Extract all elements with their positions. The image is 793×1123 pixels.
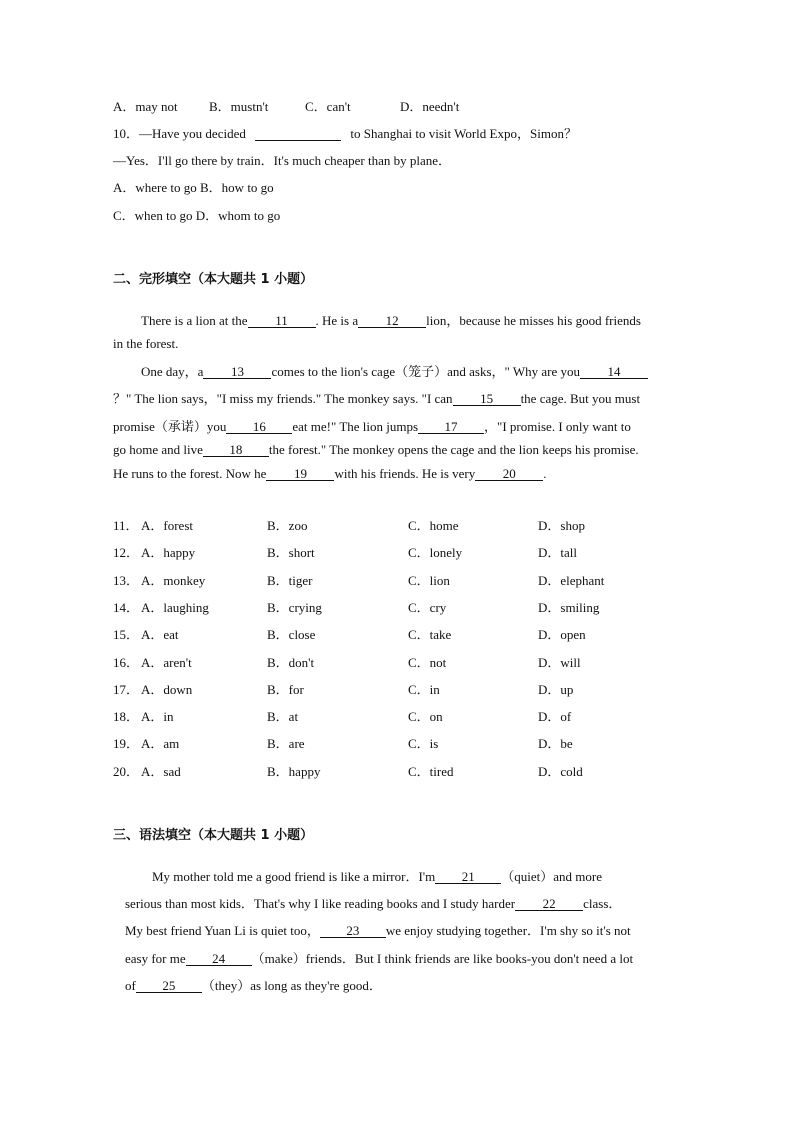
option-a[interactable]: A．forest <box>141 518 193 533</box>
q10-stem <box>113 123 577 142</box>
question-number: 14． <box>113 599 140 615</box>
question-number: 12． <box>113 545 140 561</box>
blank-12[interactable]: 12 <box>358 314 426 328</box>
passage-text: promise（承诺）you <box>113 419 227 434</box>
passage-text: （quiet）and more <box>501 869 602 884</box>
passage-text: He runs to the forest. Now he <box>113 466 267 481</box>
option-b[interactable]: B．tiger <box>267 572 313 588</box>
passage-text: go home and live <box>113 442 203 457</box>
option-d[interactable]: D．be <box>538 736 573 752</box>
blank-19[interactable]: 19 <box>266 467 334 481</box>
option-d[interactable]: D．elephant <box>538 572 605 588</box>
passage-line <box>125 920 631 939</box>
passage-line <box>113 336 178 352</box>
q9-option-b: B．mustn't <box>209 99 269 114</box>
option-a[interactable]: A．happy <box>141 545 196 561</box>
q10-reply: —Yes．I'll go there by train．It's much cheaper than by plane． <box>113 153 452 168</box>
option-b[interactable]: B．crying <box>267 599 322 615</box>
passage-text: My mother told me a good friend is like a mirror．I'm <box>152 869 436 884</box>
passage-text: in the forest. <box>113 336 179 351</box>
option-c[interactable]: C．lion <box>408 572 450 588</box>
blank-21[interactable]: 21 <box>435 870 501 884</box>
question-number: 16． <box>113 654 140 670</box>
passage-text: lion，because he misses his good friends <box>426 313 641 328</box>
option-a[interactable]: A．am <box>141 736 180 752</box>
option-b[interactable]: B．happy <box>267 763 321 779</box>
option-d[interactable]: D．of <box>538 709 572 725</box>
blank-17[interactable]: 17 <box>418 420 484 434</box>
option-d[interactable]: D．cold <box>538 763 583 779</box>
option-d[interactable]: D．shop <box>538 518 585 533</box>
passage-text: of <box>125 978 136 993</box>
option-a[interactable]: A．in <box>141 709 174 725</box>
question-number: 15． <box>113 627 140 643</box>
blank-16[interactable]: 16 <box>226 420 292 434</box>
option-d[interactable]: D．up <box>538 681 574 697</box>
passage-text: （they）as long as they're good． <box>201 978 382 993</box>
option-b[interactable]: B．at <box>267 709 299 725</box>
q10-options-ab: A．where to go B．how to go <box>113 180 274 195</box>
passage-text: the forest." The monkey opens the cage and the lion keeps his promise. <box>268 442 639 457</box>
passage-text: serious than most kids．That's why I like reading books and I study harder <box>125 896 516 911</box>
option-c[interactable]: C．in <box>408 681 440 697</box>
question-number: 17． <box>113 681 140 697</box>
q10-blank[interactable] <box>255 127 341 141</box>
passage-text: One day，a <box>141 364 204 379</box>
section3-heading: 三、语法填空（本大题共 1 小题） <box>113 828 314 843</box>
passage-text: ？" The lion says，"I miss my friends." The monkey says. "I can <box>113 391 453 406</box>
passage-text: . He is a <box>315 313 359 328</box>
passage-text: we enjoy studying together．I'm shy so it's not <box>385 923 631 938</box>
question-number: 20． <box>113 763 140 779</box>
question-number: 13． <box>113 572 140 588</box>
q9-option-d: D．needn't <box>400 99 460 114</box>
passage-line <box>141 310 641 329</box>
option-a[interactable]: A．laughing <box>141 599 209 615</box>
passage-line <box>152 866 602 885</box>
passage-line <box>125 893 621 912</box>
section2-heading: 二、完形填空（本大题共 1 小题） <box>113 272 314 287</box>
option-b[interactable]: B．are <box>267 736 305 752</box>
question-number: 18． <box>113 709 140 725</box>
blank-24[interactable]: 24 <box>186 952 252 966</box>
passage-line <box>113 416 631 435</box>
passage-line <box>141 361 648 380</box>
passage-text: ，"I promise. I only want to <box>484 419 631 434</box>
blank-25[interactable]: 25 <box>136 979 202 993</box>
passage-line <box>125 948 633 967</box>
option-c[interactable]: C．not <box>408 654 447 670</box>
question-number: 19． <box>113 736 140 752</box>
blank-23[interactable]: 23 <box>320 924 386 938</box>
q10-prefix: 10．—Have you decided <box>113 126 246 141</box>
blank-20[interactable]: 20 <box>475 467 543 481</box>
option-a[interactable]: A．down <box>141 681 193 697</box>
passage-line <box>113 466 547 482</box>
passage-line <box>113 442 639 458</box>
option-c[interactable]: C．cry <box>408 599 447 615</box>
passage-text: with his friends. He is very <box>334 466 476 481</box>
q9-option-c: C．can't <box>305 99 351 114</box>
blank-18[interactable]: 18 <box>203 443 269 457</box>
blank-22[interactable]: 22 <box>515 897 583 911</box>
option-c[interactable]: C．home <box>408 518 459 533</box>
option-b[interactable]: B．short <box>267 545 315 561</box>
option-b[interactable]: B．close <box>267 627 316 643</box>
option-d[interactable]: D．tall <box>538 545 577 561</box>
passage-line <box>113 388 640 407</box>
blank-15[interactable]: 15 <box>453 392 521 406</box>
option-c[interactable]: C．take <box>408 627 452 643</box>
option-a[interactable]: A．eat <box>141 627 179 643</box>
passage-text: comes to the lion's cage（笼子）and asks，" Why are you <box>271 364 580 379</box>
option-c[interactable]: C．is <box>408 736 439 752</box>
option-a[interactable]: A．aren't <box>141 654 192 670</box>
passage-text: easy for me <box>125 951 186 966</box>
option-d[interactable]: D．open <box>538 627 586 643</box>
option-c[interactable]: C．on <box>408 709 443 725</box>
q10-suffix: to Shanghai to visit World Expo，Simon？ <box>350 126 577 141</box>
option-a[interactable]: A．monkey <box>141 572 206 588</box>
option-d[interactable]: D．will <box>538 654 581 670</box>
option-a[interactable]: A．sad <box>141 763 181 779</box>
option-b[interactable]: B．don't <box>267 654 315 670</box>
passage-line <box>125 975 382 994</box>
q10-options-cd: C．when to go D．whom to go <box>113 208 281 223</box>
blank-14[interactable]: 14 <box>580 365 648 379</box>
blank-13[interactable]: 13 <box>203 365 271 379</box>
passage-text: class． <box>583 896 622 911</box>
passage-text: the cage. But you must <box>520 391 641 406</box>
blank-11[interactable]: 11 <box>248 314 316 328</box>
option-b[interactable]: B．zoo <box>267 518 308 533</box>
option-c[interactable]: C．lonely <box>408 545 463 561</box>
option-d[interactable]: D．smiling <box>538 599 600 615</box>
passage-text: My best friend Yuan Li is quiet too， <box>125 923 320 938</box>
passage-text: （make）friends．But I think friends are like books-you don't need a lot <box>251 951 634 966</box>
passage-text: . <box>543 466 547 481</box>
q9-option-a: A．may not <box>113 99 178 114</box>
option-b[interactable]: B．for <box>267 681 304 697</box>
passage-text: eat me!" The lion jumps <box>292 419 419 434</box>
option-c[interactable]: C．tired <box>408 763 454 779</box>
passage-text: There is a lion at the <box>141 313 248 328</box>
question-number: 11． <box>113 518 139 533</box>
